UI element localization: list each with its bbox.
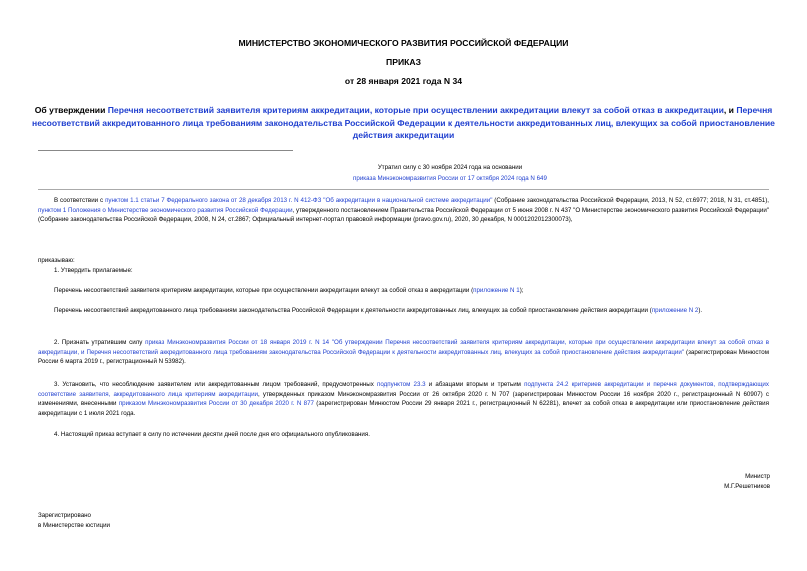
appendix-1-link[interactable]: приложение N 1	[473, 287, 520, 294]
item-1-sub-1	[38, 286, 769, 296]
document-type: ПРИКАЗ	[386, 57, 421, 67]
preamble-text-2: (Собрание законодательства Российской Федерации, 2013, N 52, ст.6977; 2018, N 31, ст.4851),	[492, 197, 769, 204]
item-3-text-3: , утвержденных приказом Минэкономразвития России от 26 октября 2020 г. N 707 (зарегистрирован Минюстом России 16 ноября 2020 г., регистрационный N 60907) с изменениями, внесенными	[38, 390, 769, 407]
order-word: приказываю:	[38, 257, 75, 264]
preamble-text-1: В соответствии с	[54, 197, 106, 204]
title-divider	[38, 150, 293, 151]
status-note	[200, 162, 700, 184]
title-prefix: Об утверждении	[34, 105, 108, 115]
item-1-sub-1-end: );	[519, 287, 524, 294]
item-4: 4. Настоящий приказ вступает в силу по истечении десяти дней после дня его официального опубликования.	[54, 431, 370, 438]
item-3-link-subpoint[interactable]: подпунктом 23.3	[377, 381, 426, 388]
registration-line-1: Зарегистрировано	[38, 512, 91, 519]
item-2	[38, 338, 769, 367]
document-title	[26, 104, 781, 142]
preamble-link-law[interactable]: пунктом 1.1 статьи 7 Федерального закона от 28 декабря 2013 г. N 412-ФЗ "Об аккредитации в национальной системе аккредитации"	[105, 197, 493, 204]
preamble-paragraph	[38, 196, 769, 225]
registration-line-2: в Министерстве юстиции	[38, 522, 111, 529]
preamble-link-regulation[interactable]: пунктом 1 Положения о Министерстве экономического развития Российской Федерации	[38, 206, 293, 214]
preamble-text-3: , утвержденного постановлением Правительства Российской Федерации от 5 июня 2008 г. N 437 "О Министерстве экономического развития Российской Федерации"	[292, 206, 769, 214]
note-divider	[38, 189, 769, 190]
item-3-text-1: 3. Установить, что несоблюдение заявителем или аккредитованным лицом требований, предусмотренных	[54, 381, 377, 388]
item-1-sub-2-text: Перечень несоответствий аккредитованного лица требованиям законодательства Российской Федерации к деятельности аккредитованных лиц, влекущих за собой приостановление действия аккредитации (	[54, 307, 652, 314]
signature-name: М.Г.Решетников	[724, 483, 770, 490]
item-1-sub-2	[38, 306, 769, 316]
item-3-link-criteria[interactable]: подпункта 24.2 критериев аккредитации и перечня документов, подтверждающих соответствие заявителя, аккредитованного лица критериям аккредитации	[38, 381, 769, 398]
signature-position: Министр	[745, 473, 770, 480]
appendix-2-link[interactable]: приложение N 2	[651, 307, 699, 314]
item-2-order-link[interactable]: приказ Минэкономразвития России от 18 января 2019 г. N 14 "Об утверждении Перечня несоответствий заявителя критериям аккредитации, которые при осуществлении аккредитации влекут за собой отказ в аккредитации, и Перечня несоответствий аккредитованного лица требованиям законодательства Российской Федерации к деятельности аккредитованных лиц, влекущих за собой приостановление действия аккредитации"	[38, 339, 769, 356]
item-1-sub-1-text: Перечень несоответствий заявителя критериям аккредитации, которые при осуществлении аккредитации влекут за собой отказ в аккредитации (	[54, 287, 474, 294]
item-1-sub-2-end: ).	[698, 307, 703, 314]
item-1: 1. Утвердить прилагаемые:	[54, 267, 133, 274]
item-3	[38, 380, 769, 418]
title-link-list-1[interactable]: Перечня несоответствий заявителя критериям аккредитации, которые при осуществлении аккредитации влекут за собой отказ в аккредитации	[107, 105, 724, 115]
preamble-text-4: (Собрание законодательства Российской Федерации, 2008, N 24, ст.2867; Официальный интернет-портал правовой информации (pravo.gov.ru), 2020, 30 декабря, N 0001202012300073),	[38, 216, 573, 223]
date-number: от 28 января 2021 года N 34	[344, 76, 463, 86]
item-2-text-2: (зарегистрирован Минюстом России 6 марта 2019 г., регистрационный N 53982).	[38, 348, 769, 365]
item-2-text-1: 2. Признать утратившим силу	[54, 339, 146, 346]
ministry-heading: МИНИСТЕРСТВО ЭКОНОМИЧЕСКОГО РАЗВИТИЯ РОССИЙСКОЙ ФЕДЕРАЦИИ	[238, 38, 569, 48]
item-3-link-amendment[interactable]: приказом Минэкономразвития России от 30 декабря 2020 г. N 877	[118, 400, 314, 407]
item-3-text-4: (зарегистрирован Минюстом России 29 января 2021 г., регистрационный N 62281), влечет за собой отказ в аккредитации или приостановление действия аккредитации с 1 июля 2021 года.	[38, 400, 769, 417]
status-note-line: Утратил силу с 30 ноября 2024 года на основании	[377, 164, 523, 171]
status-note-link[interactable]: приказа Минэкономразвития России от 17 октября 2024 года N 649	[353, 175, 547, 182]
title-link-list-2[interactable]: Перечня несоответствий аккредитованного лица требованиям законодательства Российской Федерации к деятельности аккредитованных лиц, влекущих за собой приостановление действия аккредитации	[32, 105, 775, 140]
title-mid: , и	[723, 105, 737, 115]
item-3-text-2: и абзацами вторым и третьим	[425, 381, 525, 388]
